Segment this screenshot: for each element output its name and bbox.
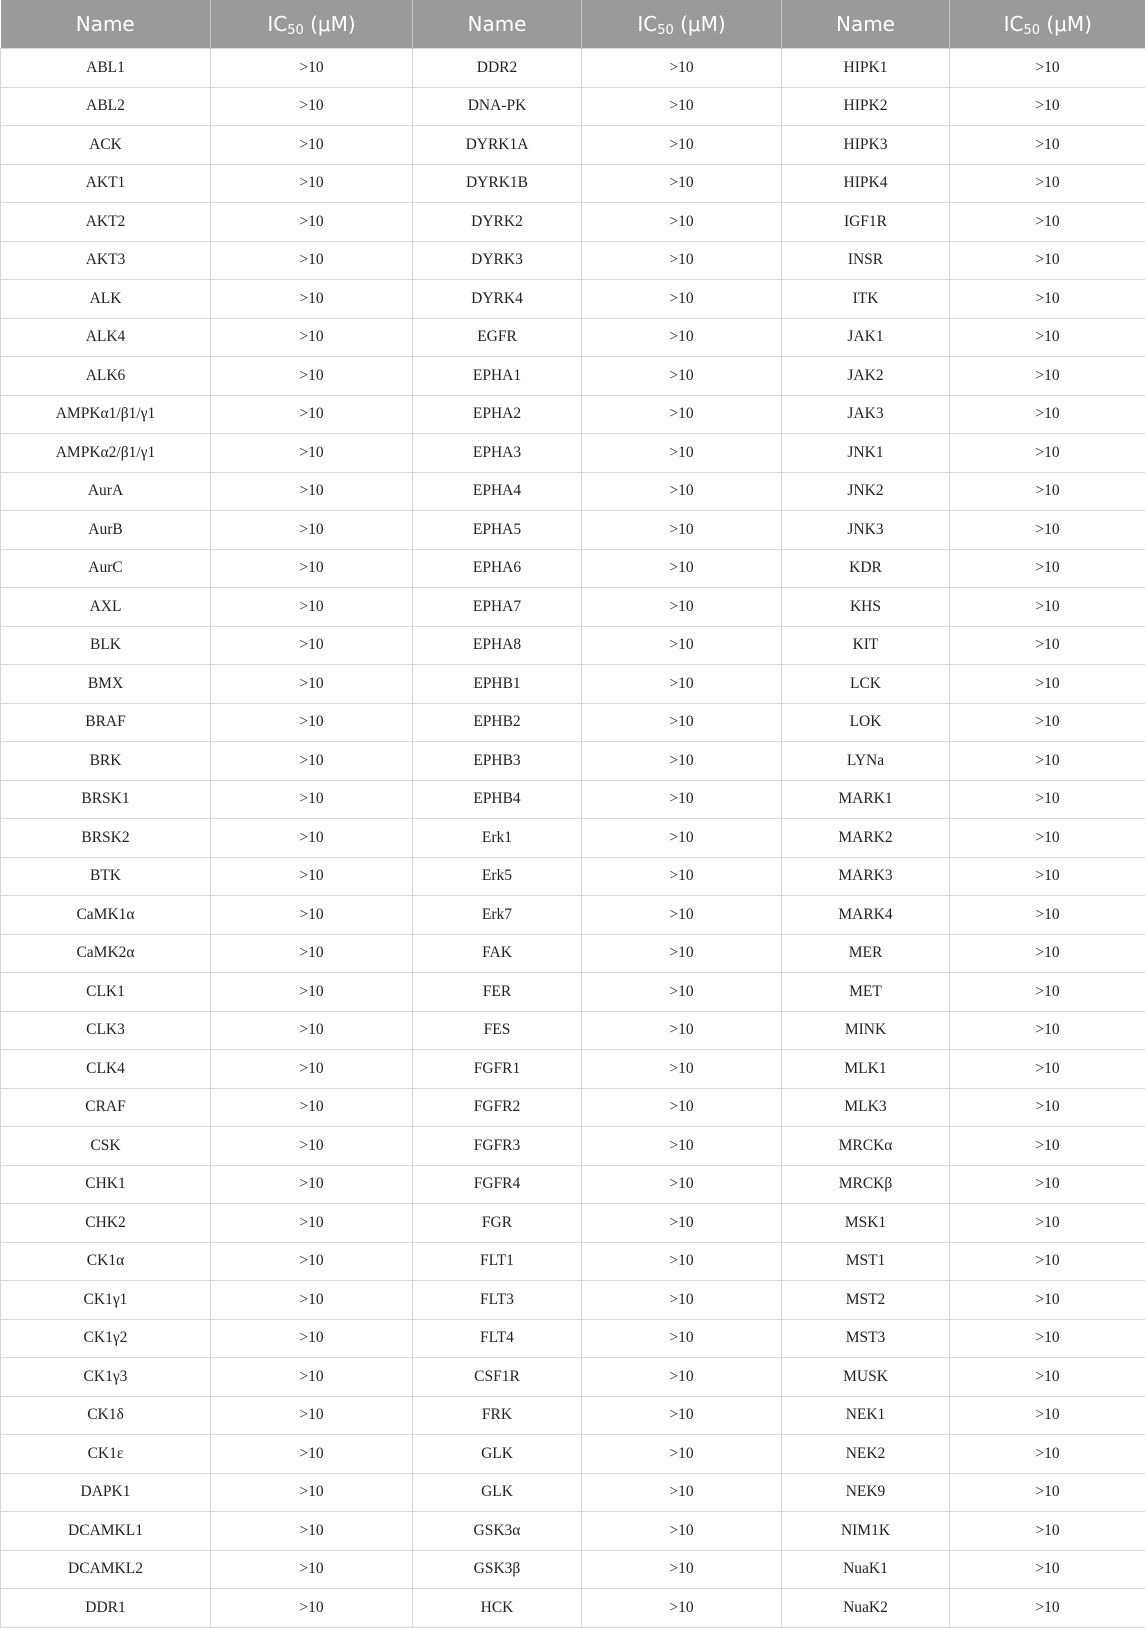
ic50-cell: >10 <box>582 1589 782 1628</box>
ic50-cell: >10 <box>211 857 413 896</box>
ic50-cell: >10 <box>211 819 413 858</box>
name-cell: DCAMKL2 <box>1 1550 211 1589</box>
ic50-cell: >10 <box>950 588 1145 627</box>
ic50-cell: >10 <box>582 318 782 357</box>
name-cell: NEK1 <box>782 1396 950 1435</box>
name-cell: NEK2 <box>782 1435 950 1474</box>
ic50-cell: >10 <box>211 1011 413 1050</box>
name-cell: ACK <box>1 126 211 165</box>
ic50-cell: >10 <box>950 549 1145 588</box>
name-cell: Erk5 <box>413 857 582 896</box>
table-row <box>1 973 1145 1012</box>
ic50-cell: >10 <box>950 1435 1145 1474</box>
ic50-cell: >10 <box>950 1550 1145 1589</box>
ic50-cell: >10 <box>211 896 413 935</box>
table-row <box>1 395 1145 434</box>
header-ic50-col-3: $IC_{50}$ (μM) <box>950 0 1145 49</box>
name-cell: CSK <box>1 1127 211 1166</box>
table-row <box>1 1204 1145 1243</box>
ic50-cell: >10 <box>582 896 782 935</box>
table-row <box>1 511 1145 550</box>
ic50-cell: >10 <box>950 511 1145 550</box>
table-row <box>1 241 1145 280</box>
ic50-cell: >10 <box>582 1435 782 1474</box>
name-cell: HIPK3 <box>782 126 950 165</box>
table-row <box>1 203 1145 242</box>
ic50-cell: >10 <box>211 1435 413 1474</box>
table-row <box>1 665 1145 704</box>
name-cell: GLK <box>413 1473 582 1512</box>
ic50-cell: >10 <box>582 934 782 973</box>
ic50-cell: >10 <box>950 318 1145 357</box>
ic50-cell: >10 <box>582 626 782 665</box>
name-cell: MUSK <box>782 1358 950 1397</box>
ic50-cell: >10 <box>950 1204 1145 1243</box>
name-cell: CK1γ3 <box>1 1358 211 1397</box>
ic50-cell: >10 <box>582 1127 782 1166</box>
ic50-cell: >10 <box>582 395 782 434</box>
ic50-cell: >10 <box>211 703 413 742</box>
ic50-cell: >10 <box>950 1242 1145 1281</box>
name-cell: FAK <box>413 934 582 973</box>
table-row <box>1 1165 1145 1204</box>
name-cell: EPHA1 <box>413 357 582 396</box>
table-row <box>1 164 1145 203</box>
ic50-cell: >10 <box>582 357 782 396</box>
name-cell: JNK2 <box>782 472 950 511</box>
ic50-cell: >10 <box>211 241 413 280</box>
name-cell: EPHA6 <box>413 549 582 588</box>
ic50-cell: >10 <box>950 934 1145 973</box>
name-cell: FGFR2 <box>413 1088 582 1127</box>
header-name-col-2: Name <box>413 0 582 49</box>
ic50-cell: >10 <box>582 1204 782 1243</box>
name-cell: EPHA5 <box>413 511 582 550</box>
ic50-cell: >10 <box>211 49 413 88</box>
name-cell: BRSK1 <box>1 780 211 819</box>
name-cell: MRCKβ <box>782 1165 950 1204</box>
name-cell: JNK3 <box>782 511 950 550</box>
ic50-cell: >10 <box>582 126 782 165</box>
table-row <box>1 588 1145 627</box>
ic50-cell: >10 <box>950 1358 1145 1397</box>
ic50-cell: >10 <box>211 87 413 126</box>
ic50-cell: >10 <box>950 357 1145 396</box>
ic50-cell: >10 <box>211 203 413 242</box>
name-cell: CK1δ <box>1 1396 211 1435</box>
name-cell: EPHB4 <box>413 780 582 819</box>
ic50-cell: >10 <box>582 241 782 280</box>
name-cell: BTK <box>1 857 211 896</box>
name-cell: DYRK1B <box>413 164 582 203</box>
name-cell: DDR2 <box>413 49 582 88</box>
table-row <box>1 49 1145 88</box>
ic50-cell: >10 <box>211 780 413 819</box>
ic50-cell: >10 <box>211 626 413 665</box>
ic50-cell: >10 <box>582 780 782 819</box>
name-cell: CLK3 <box>1 1011 211 1050</box>
name-cell: AurA <box>1 472 211 511</box>
name-cell: FGFR3 <box>413 1127 582 1166</box>
name-cell: ABL1 <box>1 49 211 88</box>
table-row <box>1 87 1145 126</box>
ic50-cell: >10 <box>582 973 782 1012</box>
ic50-cell: >10 <box>582 1088 782 1127</box>
name-cell: FER <box>413 973 582 1012</box>
ic50-cell: >10 <box>582 819 782 858</box>
name-cell: CK1γ1 <box>1 1281 211 1320</box>
name-cell: MINK <box>782 1011 950 1050</box>
ic50-cell: >10 <box>950 1319 1145 1358</box>
ic50-cell: >10 <box>950 665 1145 704</box>
ic50-cell: >10 <box>582 1281 782 1320</box>
table-header <box>1 0 1145 49</box>
name-cell: Erk7 <box>413 896 582 935</box>
table-row <box>1 1358 1145 1397</box>
name-cell: GSK3α <box>413 1512 582 1551</box>
name-cell: JAK1 <box>782 318 950 357</box>
table-row <box>1 742 1145 781</box>
name-cell: DYRK1A <box>413 126 582 165</box>
ic50-cell: >10 <box>211 973 413 1012</box>
ic50-cell: >10 <box>211 357 413 396</box>
name-cell: ITK <box>782 280 950 319</box>
table-row <box>1 280 1145 319</box>
name-cell: EPHA7 <box>413 588 582 627</box>
table-row <box>1 434 1145 473</box>
ic50-cell: >10 <box>582 742 782 781</box>
ic50-cell: >10 <box>211 1589 413 1628</box>
ic50-cell: >10 <box>211 742 413 781</box>
ic50-cell: >10 <box>950 241 1145 280</box>
ic50-cell: >10 <box>950 857 1145 896</box>
table-row <box>1 626 1145 665</box>
name-cell: CHK1 <box>1 1165 211 1204</box>
name-cell: MLK1 <box>782 1050 950 1089</box>
name-cell: DYRK3 <box>413 241 582 280</box>
table-row <box>1 1473 1145 1512</box>
ic50-cell: >10 <box>582 511 782 550</box>
ic50-cell: >10 <box>950 742 1145 781</box>
ic50-cell: >10 <box>211 1358 413 1397</box>
ic50-cell: >10 <box>211 588 413 627</box>
ic50-cell: >10 <box>582 1050 782 1089</box>
ic50-cell: >10 <box>950 1127 1145 1166</box>
ic50-cell: >10 <box>211 395 413 434</box>
ic50-cell: >10 <box>211 511 413 550</box>
name-cell: KIT <box>782 626 950 665</box>
ic50-cell: >10 <box>211 318 413 357</box>
table-row <box>1 1088 1145 1127</box>
table-row <box>1 703 1145 742</box>
name-cell: AKT2 <box>1 203 211 242</box>
ic50-cell: >10 <box>950 1281 1145 1320</box>
table-row <box>1 549 1145 588</box>
name-cell: BRAF <box>1 703 211 742</box>
name-cell: HIPK1 <box>782 49 950 88</box>
table-row <box>1 1242 1145 1281</box>
name-cell: NuaK1 <box>782 1550 950 1589</box>
name-cell: FGR <box>413 1204 582 1243</box>
name-cell: BRSK2 <box>1 819 211 858</box>
ic50-cell: >10 <box>211 1127 413 1166</box>
table-row <box>1 1011 1145 1050</box>
ic50-cell: >10 <box>211 472 413 511</box>
ic50-cell: >10 <box>950 126 1145 165</box>
name-cell: HCK <box>413 1589 582 1628</box>
name-cell: FGFR1 <box>413 1050 582 1089</box>
header-row <box>1 0 1145 49</box>
ic50-cell: >10 <box>950 87 1145 126</box>
ic50-cell: >10 <box>582 703 782 742</box>
name-cell: AurB <box>1 511 211 550</box>
name-cell: CaMK1α <box>1 896 211 935</box>
ic50-cell: >10 <box>950 1589 1145 1628</box>
ic50-cell: >10 <box>950 626 1145 665</box>
ic50-cell: >10 <box>582 1512 782 1551</box>
name-cell: FLT1 <box>413 1242 582 1281</box>
name-cell: NEK9 <box>782 1473 950 1512</box>
table-row <box>1 1550 1145 1589</box>
name-cell: AKT1 <box>1 164 211 203</box>
name-cell: FES <box>413 1011 582 1050</box>
name-cell: MSK1 <box>782 1204 950 1243</box>
ic50-cell: >10 <box>950 395 1145 434</box>
ic50-cell: >10 <box>582 203 782 242</box>
table-row <box>1 1512 1145 1551</box>
name-cell: KHS <box>782 588 950 627</box>
name-cell: CSF1R <box>413 1358 582 1397</box>
name-cell: MER <box>782 934 950 973</box>
name-cell: MARK1 <box>782 780 950 819</box>
name-cell: MST2 <box>782 1281 950 1320</box>
ic50-cell: >10 <box>582 434 782 473</box>
name-cell: ALK <box>1 280 211 319</box>
table-row <box>1 934 1145 973</box>
name-cell: EPHA4 <box>413 472 582 511</box>
ic50-cell: >10 <box>211 1165 413 1204</box>
name-cell: AXL <box>1 588 211 627</box>
name-cell: MET <box>782 973 950 1012</box>
name-cell: BMX <box>1 665 211 704</box>
name-cell: CLK4 <box>1 1050 211 1089</box>
ic50-cell: >10 <box>582 280 782 319</box>
name-cell: CK1ε <box>1 1435 211 1474</box>
name-cell: EGFR <box>413 318 582 357</box>
name-cell: Erk1 <box>413 819 582 858</box>
name-cell: HIPK4 <box>782 164 950 203</box>
ic50-cell: >10 <box>211 1319 413 1358</box>
header-name-col-3: Name <box>782 0 950 49</box>
name-cell: BRK <box>1 742 211 781</box>
ic50-cell: >10 <box>211 1204 413 1243</box>
table-row <box>1 857 1145 896</box>
ic50-cell: >10 <box>582 1242 782 1281</box>
table-row <box>1 1589 1145 1628</box>
name-cell: CLK1 <box>1 973 211 1012</box>
ic50-cell: >10 <box>950 1011 1145 1050</box>
table-row <box>1 780 1145 819</box>
header-name-col-1: Name <box>1 0 211 49</box>
name-cell: ABL2 <box>1 87 211 126</box>
name-cell: HIPK2 <box>782 87 950 126</box>
table-row <box>1 1127 1145 1166</box>
table-row <box>1 819 1145 858</box>
name-cell: KDR <box>782 549 950 588</box>
name-cell: MST3 <box>782 1319 950 1358</box>
ic50-cell: >10 <box>950 280 1145 319</box>
ic50-cell: >10 <box>211 1512 413 1551</box>
header-ic50-col-1: $IC_{50}$ (μM) <box>211 0 413 49</box>
name-cell: GLK <box>413 1435 582 1474</box>
name-cell: DDR1 <box>1 1589 211 1628</box>
ic50-cell: >10 <box>582 87 782 126</box>
ic50-cell: >10 <box>582 1011 782 1050</box>
ic50-cell: >10 <box>582 1396 782 1435</box>
name-cell: LCK <box>782 665 950 704</box>
header-ic50-col-2: $IC_{50}$ (μM) <box>582 0 782 49</box>
name-cell: DYRK2 <box>413 203 582 242</box>
ic50-cell: >10 <box>211 164 413 203</box>
ic50-cell: >10 <box>582 1550 782 1589</box>
name-cell: MARK3 <box>782 857 950 896</box>
name-cell: IGF1R <box>782 203 950 242</box>
ic50-cell: >10 <box>950 703 1145 742</box>
name-cell: AKT3 <box>1 241 211 280</box>
ic50-cell: >10 <box>582 1165 782 1204</box>
ic50-cell: >10 <box>950 780 1145 819</box>
name-cell: AMPKα2/β1/γ1 <box>1 434 211 473</box>
name-cell: FLT3 <box>413 1281 582 1320</box>
table-row <box>1 1435 1145 1474</box>
name-cell: ALK6 <box>1 357 211 396</box>
name-cell: EPHB3 <box>413 742 582 781</box>
ic50-cell: >10 <box>950 1165 1145 1204</box>
ic50-cell: >10 <box>950 1473 1145 1512</box>
table-body <box>1 49 1145 1628</box>
name-cell: EPHA2 <box>413 395 582 434</box>
name-cell: CRAF <box>1 1088 211 1127</box>
name-cell: LYNa <box>782 742 950 781</box>
table-row <box>1 1319 1145 1358</box>
ic50-cell: >10 <box>582 857 782 896</box>
name-cell: JNK1 <box>782 434 950 473</box>
ic50-cell: >10 <box>950 973 1145 1012</box>
name-cell: EPHA8 <box>413 626 582 665</box>
ic50-cell: >10 <box>582 164 782 203</box>
ic50-cell: >10 <box>950 1050 1145 1089</box>
ic50-cell: >10 <box>211 434 413 473</box>
name-cell: EPHA3 <box>413 434 582 473</box>
ic50-cell: >10 <box>211 665 413 704</box>
name-cell: MLK3 <box>782 1088 950 1127</box>
name-cell: CK1γ2 <box>1 1319 211 1358</box>
ic50-cell: >10 <box>211 549 413 588</box>
ic50-cell: >10 <box>582 588 782 627</box>
ic50-cell: >10 <box>950 896 1145 935</box>
name-cell: ALK4 <box>1 318 211 357</box>
name-cell: DNA-PK <box>413 87 582 126</box>
table-row <box>1 472 1145 511</box>
table-row <box>1 896 1145 935</box>
name-cell: MRCKα <box>782 1127 950 1166</box>
table-row <box>1 357 1145 396</box>
ic50-cell: >10 <box>211 1281 413 1320</box>
name-cell: MARK2 <box>782 819 950 858</box>
ic50-cell: >10 <box>582 1473 782 1512</box>
ic50-cell: >10 <box>211 1050 413 1089</box>
ic50-cell: >10 <box>211 1473 413 1512</box>
name-cell: AMPKα1/β1/γ1 <box>1 395 211 434</box>
ic50-cell: >10 <box>211 280 413 319</box>
name-cell: NuaK2 <box>782 1589 950 1628</box>
ic50-cell: >10 <box>582 49 782 88</box>
ic50-cell: >10 <box>950 1088 1145 1127</box>
name-cell: DCAMKL1 <box>1 1512 211 1551</box>
ic50-cell: >10 <box>211 1396 413 1435</box>
name-cell: MARK4 <box>782 896 950 935</box>
ic50-cell: >10 <box>211 126 413 165</box>
name-cell: GSK3β <box>413 1550 582 1589</box>
ic50-cell: >10 <box>950 1396 1145 1435</box>
ic50-cell: >10 <box>950 164 1145 203</box>
ic50-cell: >10 <box>950 819 1145 858</box>
name-cell: EPHB2 <box>413 703 582 742</box>
name-cell: INSR <box>782 241 950 280</box>
name-cell: BLK <box>1 626 211 665</box>
name-cell: EPHB1 <box>413 665 582 704</box>
ic50-cell: >10 <box>211 1550 413 1589</box>
ic50-cell: >10 <box>582 1319 782 1358</box>
ic50-cell: >10 <box>950 472 1145 511</box>
ic50-cell: >10 <box>950 1512 1145 1551</box>
ic50-cell: >10 <box>950 49 1145 88</box>
name-cell: DAPK1 <box>1 1473 211 1512</box>
ic50-cell: >10 <box>950 203 1145 242</box>
name-cell: JAK3 <box>782 395 950 434</box>
name-cell: AurC <box>1 549 211 588</box>
name-cell: DYRK4 <box>413 280 582 319</box>
name-cell: MST1 <box>782 1242 950 1281</box>
ic50-cell: >10 <box>211 1242 413 1281</box>
ic50-cell: >10 <box>582 549 782 588</box>
name-cell: CHK2 <box>1 1204 211 1243</box>
ic50-cell: >10 <box>582 665 782 704</box>
ic50-cell: >10 <box>582 472 782 511</box>
name-cell: JAK2 <box>782 357 950 396</box>
name-cell: FRK <box>413 1396 582 1435</box>
table-row <box>1 318 1145 357</box>
table-row <box>1 126 1145 165</box>
table-row <box>1 1281 1145 1320</box>
name-cell: LOK <box>782 703 950 742</box>
table-row <box>1 1396 1145 1435</box>
name-cell: NIM1K <box>782 1512 950 1551</box>
name-cell: CaMK2α <box>1 934 211 973</box>
table-row <box>1 1050 1145 1089</box>
ic50-cell: >10 <box>211 1088 413 1127</box>
name-cell: FLT4 <box>413 1319 582 1358</box>
ic50-cell: >10 <box>950 434 1145 473</box>
ic50-cell: >10 <box>582 1358 782 1397</box>
name-cell: CK1α <box>1 1242 211 1281</box>
ic50-cell: >10 <box>211 934 413 973</box>
name-cell: FGFR4 <box>413 1165 582 1204</box>
